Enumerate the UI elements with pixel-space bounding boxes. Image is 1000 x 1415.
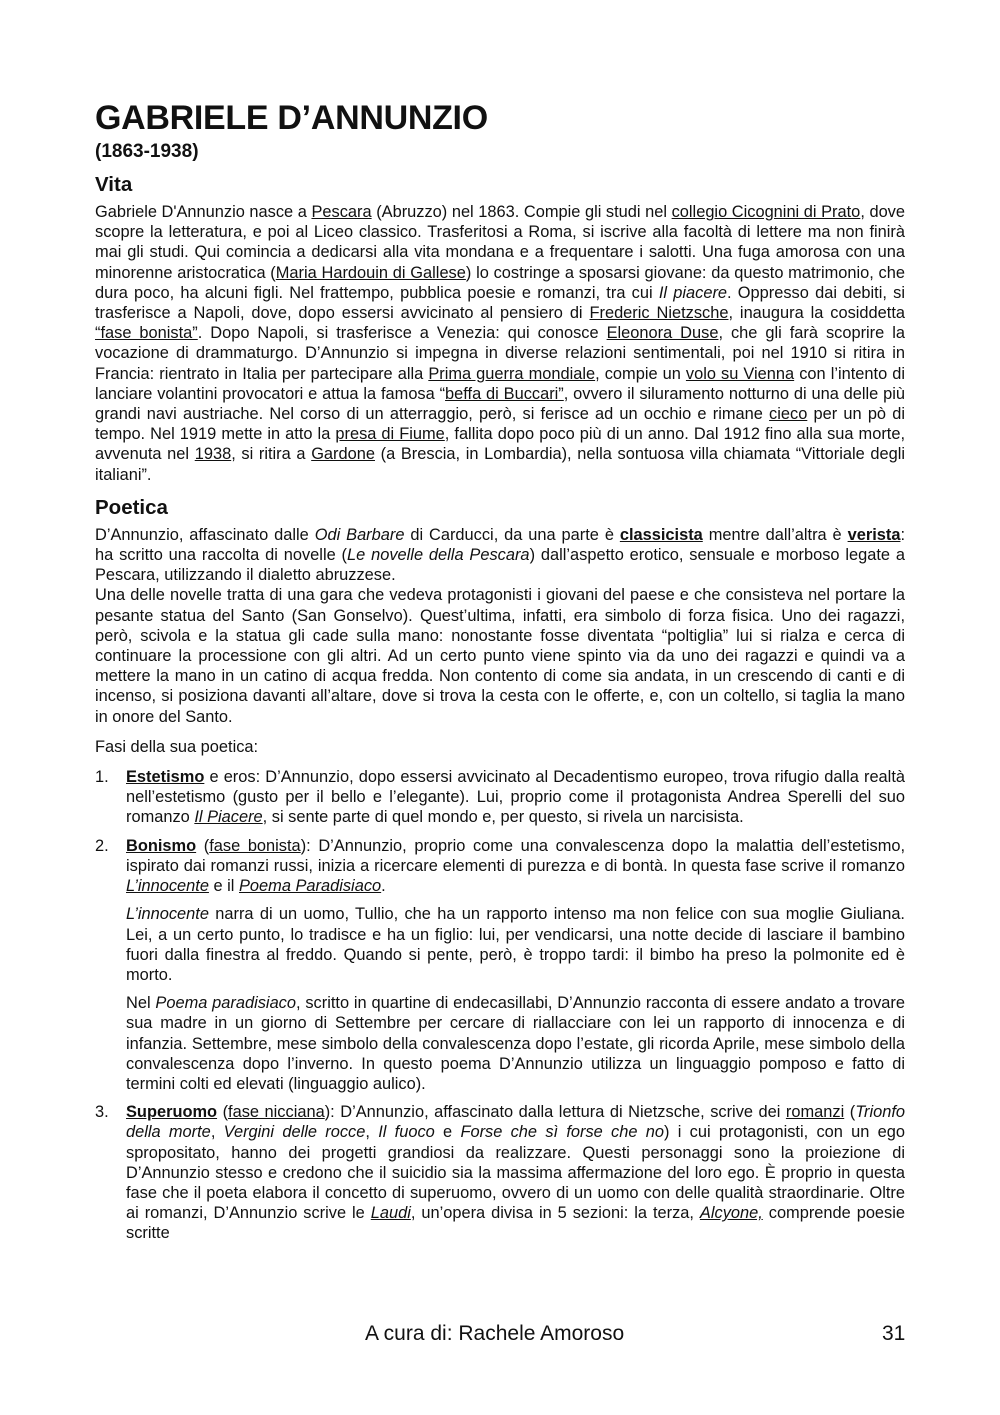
text-run: ) lo costringe a sposarsi giovane: da questo matrimonio, che dura poco, ha alcuni figli. Nel frattempo, pubblica poesie e romanzi, tra cui [95,263,905,302]
text-run: Nel [126,994,156,1013]
text-run: . Oppresso dai debiti, si trasferisce a Napoli, dove, dopo essersi avvicinato al pensiero di [95,283,905,323]
text-run: . [381,877,386,896]
text-run: ( [196,836,210,855]
text-run: Alcyone, [699,1204,763,1223]
text-run: ) i cui protagonisti, con un ego spropositato, hanno dei progetti grandiosi da realizzare. Questi personaggi sono la proiezione di D’Annunzio stesso e credono che il suicidio sia la massima affermazione del loro ego. È proprio in questa fase che il poeta elabora il concetto di superuomo, ovvero di un uomo con delle qualità straordinarie. Oltre ai romanzi, D’Annunzio scrive le [126,1123,906,1223]
text-run: Estetismo [126,768,205,787]
text-run: fase nicciana [228,1103,325,1122]
text-run: , che gli farà scoprire la vocazione di drammaturgo. D’Annunzio si impegna in diverse relazioni sentimentali, poi nel 1910 si ritira in Francia: rientrato in Italia per partecipare alla [95,324,905,383]
text-run: Forse che sì forse che no [460,1123,664,1142]
text-run: di Carducci, da una parte è [404,525,620,544]
phase-paragraph [126,767,905,828]
text-run: narra di un uomo, Tullio, che ha un rapporto intenso ma non felice con sua moglie Giuliana. Lei, a un certo punto, lo tradisce e ha un figlio: lui, per vendicarsi, una notte decide di lasciare il bambino fuori dalla finestra al freddo. Quando si pente, però, è troppo tardi: il bimbo ha preso la polmonite ed è morto. [126,905,905,984]
text-run: e eros: D’Annunzio, dopo essersi avvicinato al Decadentismo europeo, trova rifugio dalla realtà nell’estetismo (gusto per il bello e l’elegante). Lui, proprio come il protagonista Andrea Sperelli del suo romanzo [126,768,905,827]
text-run: Frederic Nietzsche [589,304,729,323]
poetica-novella-paragraph [95,585,905,726]
fasi-label: Fasi della sua poetica: [95,737,259,756]
text-run: : ha scritto una raccolta di novelle ( [95,525,906,565]
text-run: , dove scopre la letteratura, e poi al Liceo classico. Trasferitosi a Roma, si iscrive alla facoltà di lettere ma non finirà mai gli studi. Qui comincia a dedicarsi alla vita mondana e a frequentare i salotti. Una fuga amorosa con una minorenne aristocratica ( [95,203,905,282]
text-run: “fase bonista” [95,324,198,343]
list-item [95,1102,905,1243]
text-run: Eleonora Duse [606,324,719,343]
list-item [95,836,905,1094]
text-run: classicista [619,525,703,544]
text-run: L’innocente [126,905,209,924]
text-run: Le novelle della Pescara [347,546,530,565]
text-run: mentre dall’altra è [702,525,848,544]
text-run: presa di Fiume [335,425,445,444]
text-run: Superuomo [126,1103,218,1122]
life-years: (1863-1938) [95,141,199,162]
text-run: ) dall’aspetto erotico, sensuale e morboso legate a Pescara, utilizzando il dialetto abruzzese. [95,546,906,585]
poetica-intro-paragraph [95,525,905,586]
text-run: cieco [769,405,808,424]
text-run: . Dopo Napoli, si trasferisce a Venezia: qui conosce [197,324,607,343]
text-run: 1938 [194,445,232,464]
text-run: Odi Barbare [314,525,405,544]
text-run: romanzi [785,1103,845,1122]
phase-paragraph [126,1102,905,1243]
text-run: ): D’Annunzio, proprio come una convalescenza dopo la malattia dell’estetismo, ispirato dai romanzi russi, inizia a ricercare elementi di purezza e di bontà. In questa fase scrive il romanzo [126,836,906,875]
text-run: (a Brescia, in Lombardia), nella sontuosa villa chiamata “Vittoriale degli italiani”. [95,445,905,484]
text-run: volo su Vienna [685,364,795,383]
page-title: GABRIELE D’ANNUNZIO [95,99,488,137]
text-run: Vergini delle rocce [223,1123,366,1142]
text-run: Pescara [311,203,372,221]
text-run: , compie un [595,364,686,383]
phase-paragraph [126,836,905,897]
text-run: Poema paradisiaco [155,994,296,1013]
text-run: beffa di Buccari” [445,384,564,403]
text-run: , si sente parte di quel mondo e, per questo, si rivela un narcisista. [262,808,744,827]
list-number: 3. [95,1103,109,1122]
phases-list [95,767,905,1243]
text-run: (Abruzzo) nel 1863. Compie gli studi nel [371,203,672,221]
page-number: 31 [882,1322,906,1345]
text-run: Poema Paradisiaco [239,877,382,896]
phase-subparagraph [126,993,905,1094]
text-run: L’innocente [126,877,209,896]
text-run: Prima guerra mondiale [428,364,596,383]
section-heading-poetica: Poetica [95,495,168,519]
text-run: , [210,1123,224,1142]
text-run: ): D’Annunzio, affascinato dalla lettura di Nietzsche, scrive dei [324,1103,786,1122]
text-run: ( [844,1103,856,1122]
text-run: fase bonista [209,836,301,855]
list-number: 1. [95,768,109,787]
text-run: , fallita dopo poco più di un anno. Dal 1912 fino alla sua morte, avvenuta nel [95,425,906,464]
text-run: Il Piacere [194,808,263,827]
text-run: e [434,1123,461,1142]
text-run: , scritto in quartine di endecasillabi, D’Annunzio racconta di essere andato a trovare sua madre in un giorno di Settembre per cercare di riallacciare con lei un rapporto di innocenza e di infanzia. Settembre, mese simbolo della convalescenza dopo l’estate, gli ricorda Aprile, mese simbolo della convalescenza dopo l’inverno. In questo poema D’Annunzio utilizza un linguaggio pomposo e fatto di termini colti ed elevati (linguaggio aulico). [126,994,905,1093]
text-run: , un’opera divisa in 5 sezioni: la terza, [410,1204,700,1223]
text-run: , inaugura la cosiddetta [728,304,905,323]
text-run: per un pò di tempo. Nel 1919 mette in atto la [95,405,906,444]
text-run: Gardone [311,445,375,464]
list-item [95,767,905,828]
text-run: , si ritira a [231,445,312,464]
text-run: Bonismo [126,836,197,855]
text-run: verista [847,525,901,544]
document-page [95,98,905,1252]
text-run: Laudi [370,1204,411,1223]
text-run: Il piacere [658,283,728,302]
text-run: con l’intento di lanciare volantini provocatori e attua la famosa “ [95,364,905,403]
footer-credit: A cura di: Rachele Amoroso [365,1322,625,1345]
text-run: D’Annunzio, affascinato dalle [95,525,315,544]
text-run: collegio Cicognini di Prato [671,203,861,221]
text-run: comprende poesie scritte [126,1204,905,1243]
text-run: e il [208,877,239,896]
text-run: Trionfo della morte [126,1103,905,1142]
text-run: , ovvero il siluramento notturno di una delle più grandi navi austriache. Nel corso di un atterraggio, però, si ferisce ad un occhio e rimane [95,384,906,424]
text-run: Maria Hardouin di Gallese [275,263,466,282]
vita-paragraph [95,202,905,485]
text-run: , [365,1123,379,1142]
text-run: Gabriele D'Annunzio nasce a [95,203,312,221]
text-run: Una delle novelle tratta di una gara che vedeva protagonisti i giovani del paese e che consisteva nel portare la pesante statua del Santo (San Gonselvo). Quest’ultima, infatti, era simbolo di forza fisica. Uno dei ragazzi, però, scivola e la statua gli cade sulla mano: nonostante fosse diventata “poltiglia” lui si rialza e cerca di continuare la processione con gli altri. Ad un certo punto viene spinto via da uno dei ragazzi e quindi va a mettere la mano in un catino di acqua fredda. Non contento di come sia andata, in un crescendo di canti e di incenso, si posiziona davanti all’altare, dove si trova la cesta con le offerte, e, con un coltello, si taglia la mano in onore del Santo. [95,586,905,726]
list-number: 2. [95,836,109,855]
section-heading-vita: Vita [95,173,133,196]
text-run: ( [217,1103,229,1122]
text-run: Il fuoco [378,1123,435,1142]
phase-subparagraph [126,904,905,985]
